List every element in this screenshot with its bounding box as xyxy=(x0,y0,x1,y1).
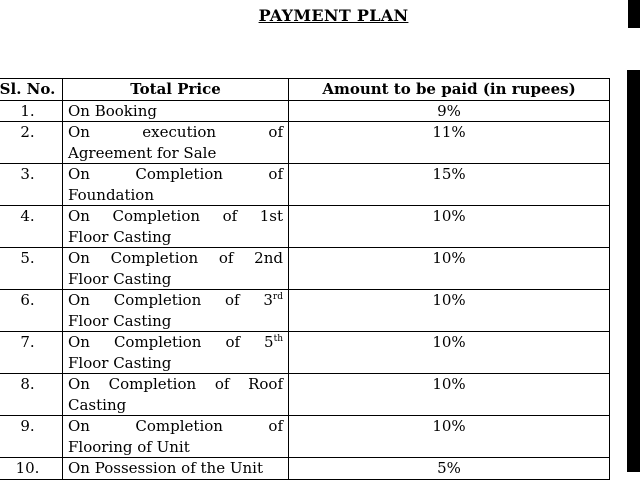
row-sl-no: 1. xyxy=(0,100,63,122)
row-sl-no: 2. xyxy=(0,122,63,164)
ordinal-suffix: th xyxy=(273,334,283,344)
row-amount: 10% xyxy=(289,206,610,248)
row-description-line1: On Completion of xyxy=(68,165,283,183)
row-description xyxy=(63,164,289,206)
row-amount: 10% xyxy=(289,290,610,332)
page-title: PAYMENT PLAN xyxy=(258,6,409,25)
ordinal-suffix: rd xyxy=(272,292,283,302)
row-description: On Possession of the Unit xyxy=(63,458,289,480)
table-header-row xyxy=(0,79,610,101)
table-row xyxy=(0,100,610,122)
table-row xyxy=(0,248,610,290)
row-description-line2: Flooring of Unit xyxy=(68,437,190,456)
edge-bar-right xyxy=(627,70,640,472)
row-description xyxy=(63,206,289,248)
row-description xyxy=(63,122,289,164)
table-row xyxy=(0,164,610,206)
row-amount: 5% xyxy=(289,458,610,480)
table-row xyxy=(0,458,610,480)
row-sl-no: 3. xyxy=(0,164,63,206)
row-amount: 10% xyxy=(289,332,610,374)
row-amount: 10% xyxy=(289,374,610,416)
row-description-line2: Foundation xyxy=(68,185,155,204)
row-description-line2: Floor Casting xyxy=(68,311,172,330)
row-sl-no: 5. xyxy=(0,248,63,290)
row-sl-no: 8. xyxy=(0,374,63,416)
row-amount: 9% xyxy=(289,100,610,122)
header-amount: Amount to be paid (in rupees) xyxy=(289,79,610,101)
row-description: On Booking xyxy=(63,100,289,122)
row-description-line1: On Completion of xyxy=(68,417,283,435)
row-sl-no: 10. xyxy=(0,458,63,480)
row-description-line1: On Completion of Roof xyxy=(68,375,283,393)
row-description-line1 xyxy=(68,290,283,311)
row-description-line2: Floor Casting xyxy=(68,269,172,288)
row-description-line1 xyxy=(68,332,283,353)
row-description-line2: Floor Casting xyxy=(68,227,172,246)
row-description-line1: On Completion of 2nd xyxy=(68,249,283,267)
table-row xyxy=(0,122,610,164)
table-row xyxy=(0,206,610,248)
row-description-line1: On Completion of 1st xyxy=(68,207,283,225)
row-description-line2: Floor Casting xyxy=(68,353,172,372)
row-amount: 11% xyxy=(289,122,610,164)
row-description xyxy=(63,332,289,374)
payment-plan-table xyxy=(0,78,610,480)
table-row xyxy=(0,332,610,374)
table-row xyxy=(0,416,610,458)
row-sl-no: 4. xyxy=(0,206,63,248)
row-description xyxy=(63,248,289,290)
row-sl-no: 7. xyxy=(0,332,63,374)
row-description-line1-text: On Completion of 3 xyxy=(68,291,273,309)
row-sl-no: 9. xyxy=(0,416,63,458)
row-amount: 10% xyxy=(289,248,610,290)
table-row xyxy=(0,290,610,332)
header-total-price: Total Price xyxy=(63,79,289,101)
row-description-line1: On execution of xyxy=(68,123,283,141)
row-description xyxy=(63,374,289,416)
row-description xyxy=(63,290,289,332)
row-description-line2: Casting xyxy=(68,395,127,414)
row-amount: 15% xyxy=(289,164,610,206)
row-sl-no: 6. xyxy=(0,290,63,332)
row-amount: 10% xyxy=(289,416,610,458)
table-row xyxy=(0,374,610,416)
header-sl-no: Sl. No. xyxy=(0,79,63,101)
row-description-line1-text: On Completion of 5 xyxy=(68,333,274,351)
row-description xyxy=(63,416,289,458)
row-description-line2: Agreement for Sale xyxy=(68,143,217,162)
